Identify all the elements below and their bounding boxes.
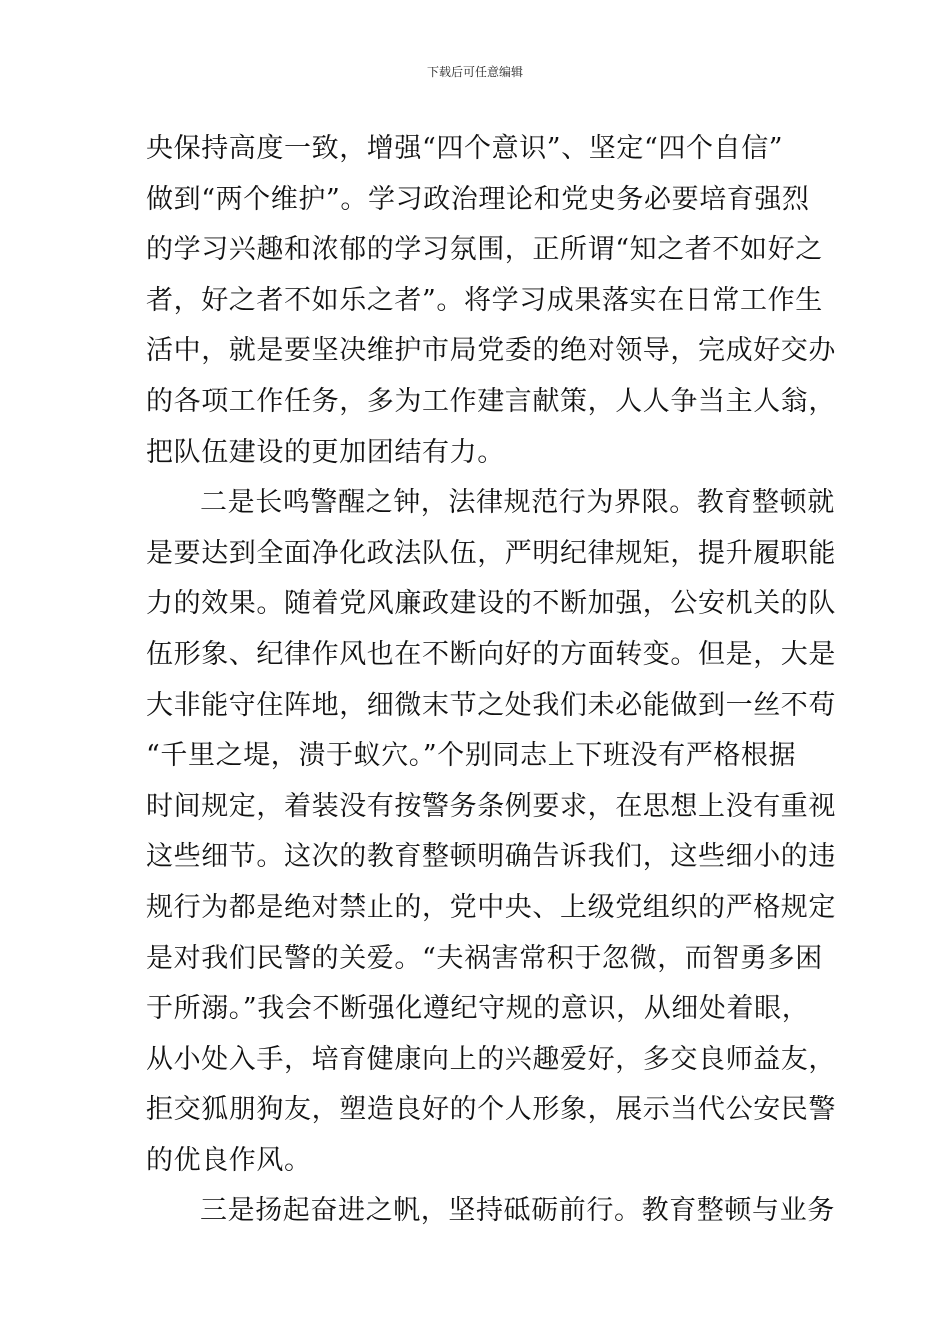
text-line: 这些细节。这次的教育整顿明确告诉我们，这些细小的违: [146, 841, 836, 873]
text-line: 是要达到全面净化政法队伍，严明纪律规矩，提升履职能: [146, 537, 836, 569]
text-line: 者，好之者不如乐之者”。将学习成果落实在日常工作生: [146, 284, 823, 316]
text-line: 于所溺。”我会不断强化遵纪守规的意识，从细处着眼，: [146, 993, 810, 1025]
text-line: 做到“两个维护”。学习政治理论和党史务必要培育强烈: [146, 183, 810, 215]
text-line: 规行为都是绝对禁止的，党中央、上级党组织的严格规定: [146, 891, 836, 923]
text-line: 的各项工作任务，多为工作建言献策，人人争当主人翁，: [146, 385, 836, 417]
document-body: [146, 124, 836, 1237]
paragraph-start-line: 二是长鸣警醒之钟，法律规范行为界限。教育整顿就: [200, 487, 835, 519]
text-line: 的学习兴趣和浓郁的学习氛围，正所谓“知之者不如好之: [146, 234, 823, 266]
text-line: 活中，就是要坚决维护市局党委的绝对领导，完成好交办: [146, 335, 836, 367]
text-line: “千里之堤，溃于蚁穴。”个别同志上下班没有严格根据: [146, 740, 797, 772]
text-line: 央保持高度一致，增强“四个意识”、坚定“四个自信”: [146, 133, 784, 164]
text-line: 力的效果。随着党风廉政建设的不断加强，公安机关的队: [146, 588, 836, 620]
text-line: 是对我们民警的关爱。“夫祸害常积于忽微，而智勇多困: [146, 942, 823, 974]
text-line: 大非能守住阵地，细微末节之处我们未必能做到一丝不苟: [146, 689, 836, 721]
page-header: 下载后可任意编辑: [426, 65, 523, 79]
paragraph-start-line: 三是扬起奋进之帆，坚持砥砺前行。教育整顿与业务: [200, 1195, 835, 1227]
text-line: 拒交狐朋狗友，塑造良好的个人形象，展示当代公安民警: [146, 1094, 836, 1126]
text-line: 把队伍建设的更加团结有力。: [146, 436, 505, 468]
text-line: 从小处入手，培育健康向上的兴趣爱好，多交良师益友，: [146, 1043, 836, 1075]
text-line: 的优良作风。: [146, 1144, 312, 1176]
text-line: 时间规定，着装没有按警务条例要求，在思想上没有重视: [146, 790, 836, 822]
text-line: 伍形象、纪律作风也在不断向好的方面转变。但是，大是: [146, 638, 836, 670]
